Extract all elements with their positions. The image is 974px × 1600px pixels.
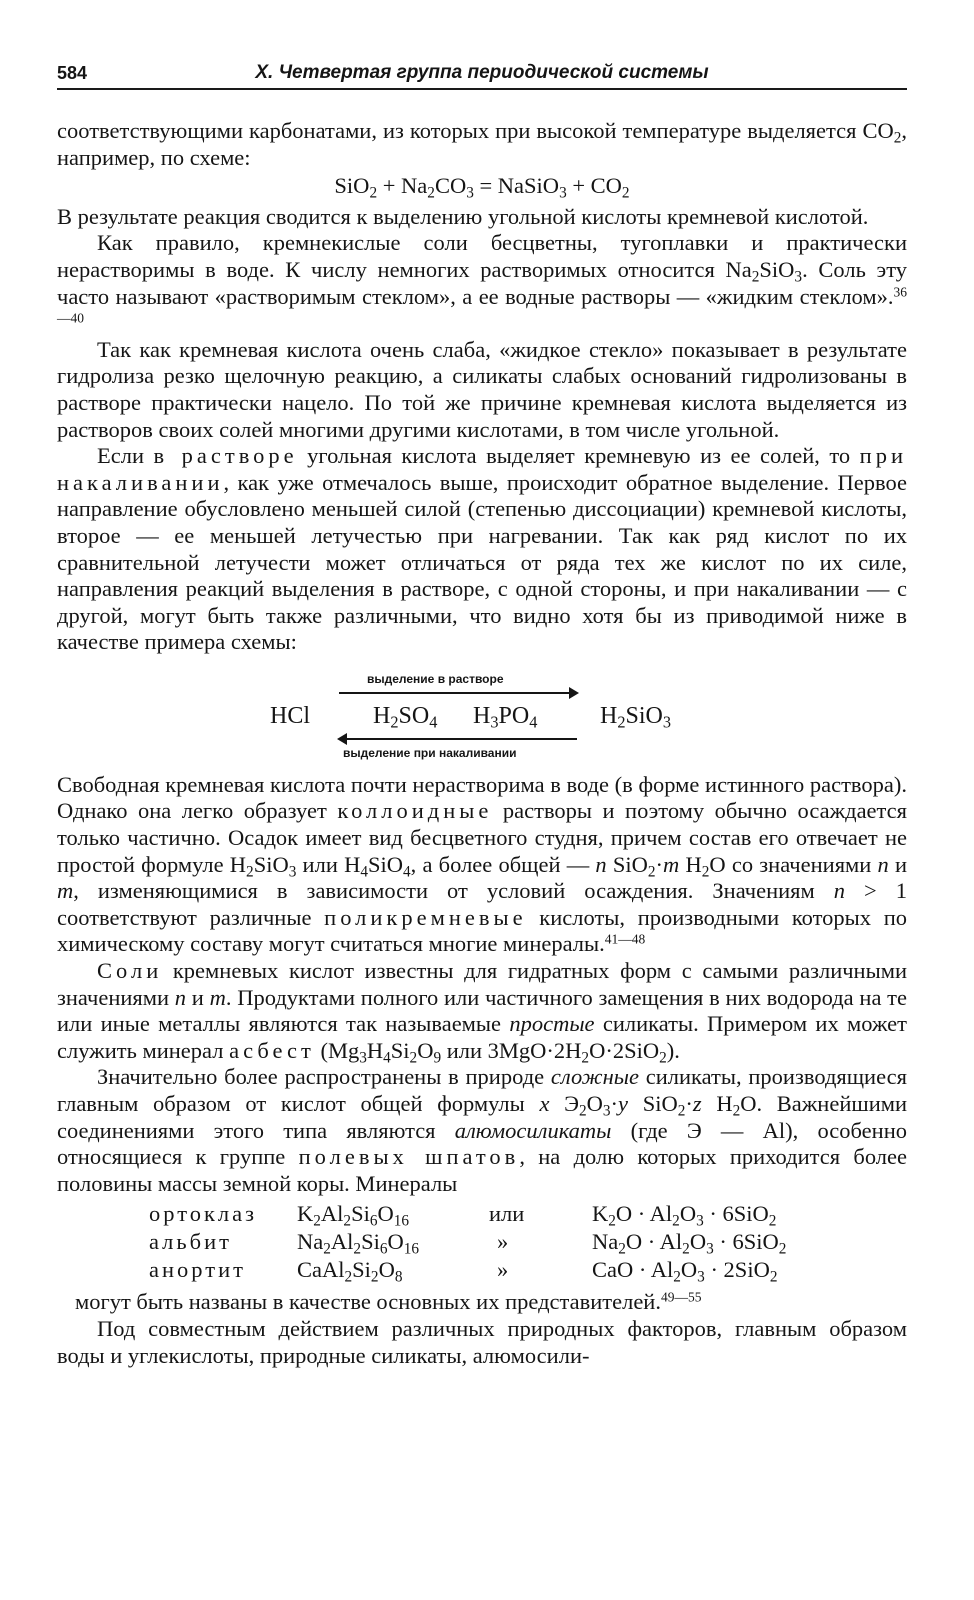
scheme-bottom-label: выделение при накаливании — [343, 745, 517, 760]
scheme-top-label: выделение в растворе — [367, 671, 504, 686]
arrow-left-icon — [339, 738, 577, 740]
arrow-right-icon — [339, 692, 577, 694]
page-body — [57, 118, 907, 1369]
paragraph-7: Соли кремневых кислот известны для гидратных форм с самыми различными значениями n и m. Продуктами полного или частичного замещения в них водорода на те или иные металлы являются так называемые простые силикаты. Примером их может служить минерал асбест ($Mg_3H_4Si_2O_9$ или $3MgO\cdot 2H_2O\cdot 2SiO_2$). — [57, 958, 908, 1067]
formula-h2so4: $H_2SO_4$ — [373, 702, 438, 732]
footnote-ref: 49—55 — [660, 1289, 702, 1305]
equation-1: $SiO_2 + Na_2CO_3$ = NaSiO$_3$ + $CO_2$ — [334, 173, 630, 202]
paragraph-4: Так как кремневая кислота очень слаба, «жидкое стекло» показывает в результате гидролиза резко щелочную реакцию, а силикаты слабых оснований гидролизованы в растворе практически нацело. По той же причине кремневая кислота выделяется из растворов своих солей многими другими кислотами, в том числе угольной. — [57, 336, 907, 442]
paragraph-3: Как правило, кремнекислые соли бесцветны, тугоплавки и практически нерастворимы в воде. К числу немногих растворимых относится $Na_2SiO_3$. Соль эту часто называют «растворимым стеклом», а ее водные растворы — «жидким стеклом».$^{36—40}$ — [57, 230, 907, 326]
paragraph-8: Значительно более распространены в природе сложные силикаты, производящиеся главным образом от кислот общей формулы x $Э_2O_3\cdot y$ SiO$_2$·z $H_2O$. Важнейшими соединениями этого типа являются алюмосиликаты (где Э — Al), особенно относящиеся к группе полевых шпатов, на долю которых приходится более половины массы земной коры. Минералы — [57, 1064, 908, 1196]
book-page — [57, 60, 907, 1580]
paragraph-10: Под совместным действием различных природных факторов, главным образом воды и углекислоты, природные силикаты, алюмосили- — [57, 1315, 907, 1368]
formula-h2sio3: $H_2SiO_3$ — [600, 702, 672, 732]
acid-displacement-scheme — [57, 658, 907, 770]
footnote-ref: 41—48 — [604, 932, 646, 948]
running-title: X. Четвертая группа периодической системы — [255, 62, 709, 83]
mineral-row: альбит $Na_2Al_2Si_6O_{16}$ » $Na_2O \cdot Al_2O_3 \cdot 6SiO_2$ — [149, 1229, 787, 1258]
footnote-ref: 36—40 — [57, 284, 907, 326]
formula-h3po4: $H_3PO_4$ — [473, 702, 538, 732]
mineral-row: анортит $CaAl_2Si_2O_8$ » CaO · $Al_2O_3 \cdot 2SiO_2$ — [149, 1257, 778, 1286]
formula-hcl: HCl — [270, 702, 311, 729]
paragraph-5: Если в растворе угольная кислота выделяет кремневую из ее солей, то при накаливании, как уже отмечалось выше, происходит обратное выделение. Первое направление обусловлено меньшей силой (степенью диссоциации) кремневой кислоты, второе — ее меньшей летучестью при нагревании. Так как ряд кислот по их сравнительной летучести может отличаться от ряда тех же кислот по их силе, направления реакций выделения в растворе, с одной стороны, и при накаливании — с другой, могут быть также различными, что видно хотя бы из приводимой ниже в качестве примера схемы: — [57, 443, 908, 655]
paragraph-2: В результате реакция сводится к выделению угольной кислоты кремневой кислотой. — [57, 203, 869, 229]
minerals-table — [57, 1201, 907, 1285]
paragraph-1: соответствующими карбонатами, из которых при высокой температуре выделяется $CO_2$, например, по схеме: — [57, 118, 907, 170]
mineral-row: ортоклаз $K_2Al_2Si_6O_{16}$ или $K_2O \cdot Al_2O_3 \cdot 6SiO_2$ — [149, 1201, 777, 1230]
paragraph-6: Свободная кремневая кислота почти нерастворима в воде (в форме истинного раствора). Однако она легко образует коллоидные растворы и поэтому обычно осаждается только частично. Осадок имеет вид бесцветного студня, причем состав его отвечает не простой формуле $H_2SiO_3$ или $H_4SiO_4$, а более общей — n SiO$_2$·m $H_2O$ со значениями n и m, изменяющимися в зависимости от условий осаждения. Значениям n > 1 соответствуют различные поликремневые кислоты, производными которых по химическому составу могут считаться многие минералы.$^{41—48}$ — [57, 771, 908, 957]
page-number: 584 — [57, 63, 88, 83]
running-header — [57, 60, 907, 90]
paragraph-9: могут быть названы в качестве основных их представителей.$^{49—55}$ — [75, 1289, 702, 1315]
